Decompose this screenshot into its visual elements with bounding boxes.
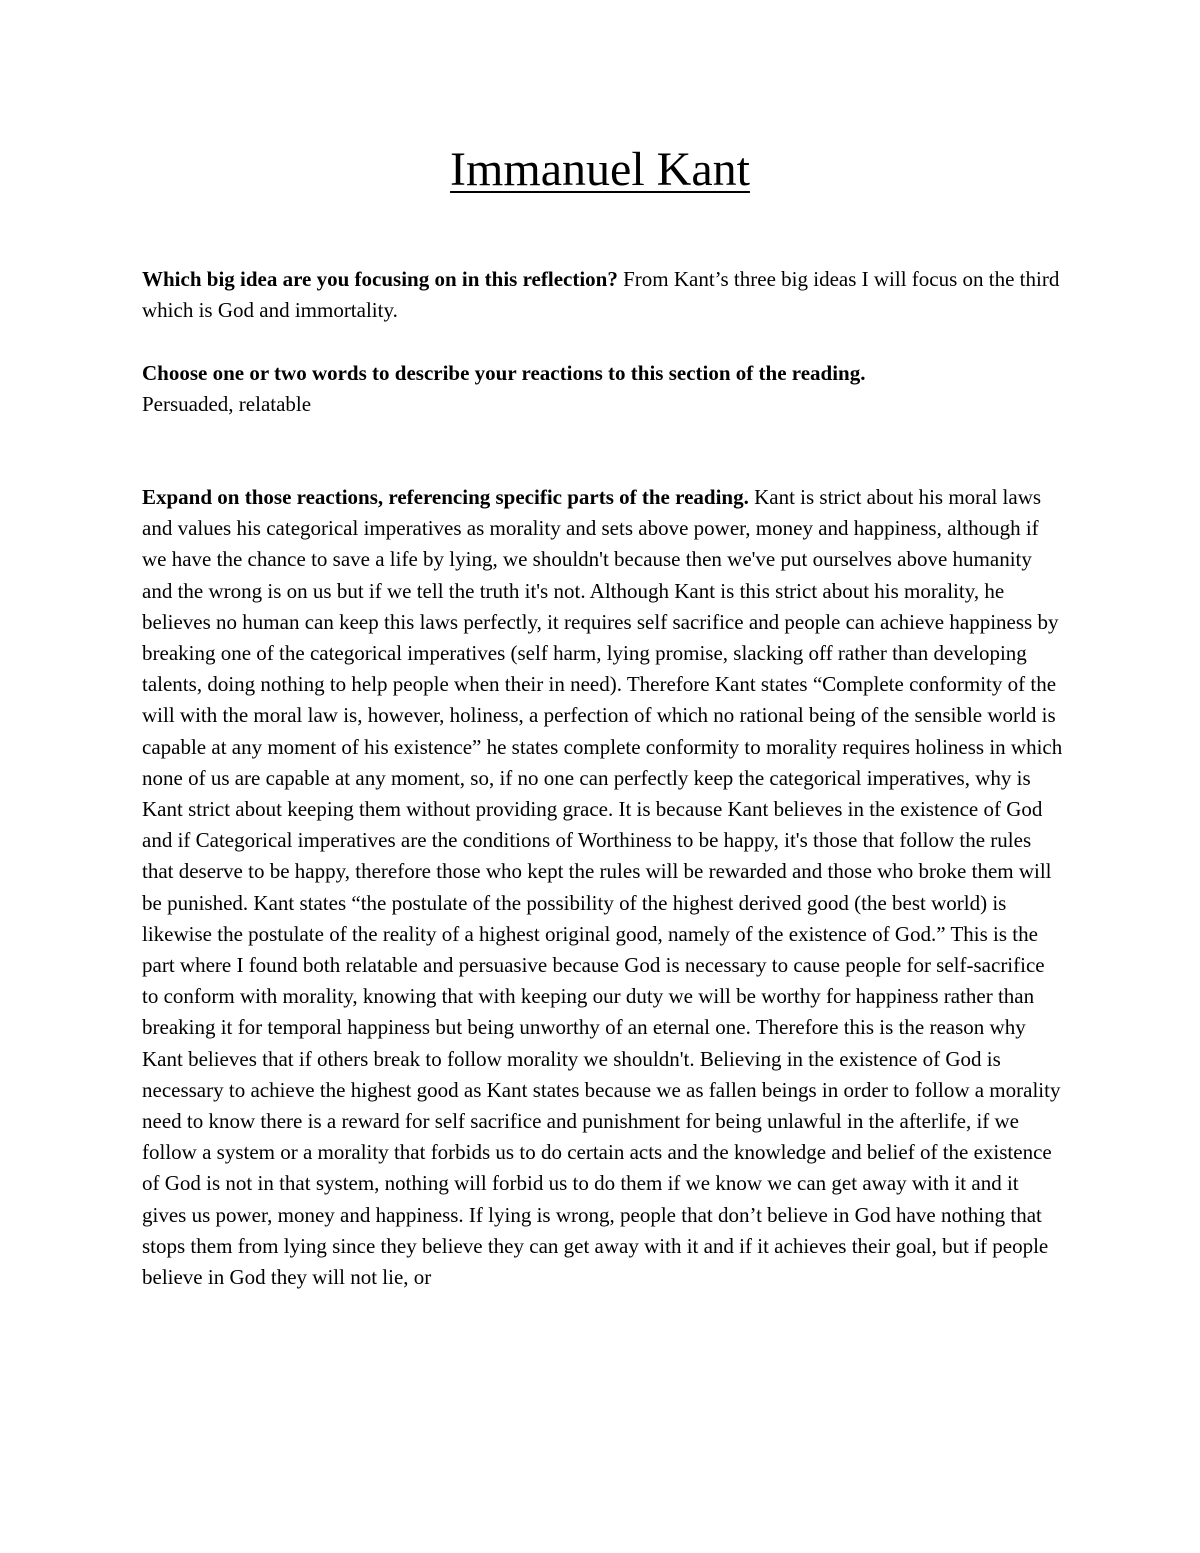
document-title: Immanuel Kant (450, 143, 750, 196)
spacer (142, 420, 1064, 482)
question-focus: Which big idea are you focusing on in this reflection? (142, 267, 618, 291)
document-body (142, 264, 1064, 1293)
spacer (142, 326, 1064, 357)
answer-focus: From Kant’s three big ideas I will focus on the third which is God and immortality. (142, 267, 1060, 323)
section-reactions (142, 358, 1064, 420)
answer-reactions: Persuaded, relatable (142, 391, 312, 416)
section-expand (142, 482, 1064, 1293)
question-reactions: Choose one or two words to describe your reactions to this section of the reading. (142, 360, 866, 385)
answer-expand: Kant is strict about his moral laws and values his categorical imperatives as morality and sets above power, money and happiness, although if we have the chance to save a life by lying, we shouldn't because then we've put ourselves above humanity and the wrong is on us but if we tell the truth it's not. Although Kant is this strict about his morality, he believes no human can keep this laws perfectly, it requires self sacrifice and people can achieve happiness by breaking one of the categorical imperatives (self harm, lying promise, slacking off rather than developing talents, doing nothing to help people when their in need). Therefore Kant states “Complete conformity of the will with the moral law is, however, holiness, a perfection of which no rational being of the sensible world is capable at any moment of his existence” he states complete conformity to morality requires holiness in which none of us are capable at any moment, so, if no one can perfectly keep the categorical imperatives, why is Kant strict about keeping them without providing grace. It is because Kant believes in the existence of God and if Categorical imperatives are the conditions of Worthiness to be happy, it's those that follow the rules that deserve to be happy, therefore those who kept the rules will be rewarded and those who broke them will be punished. Kant states “the postulate of the possibility of the highest derived good (the best world) is likewise the postulate of the reality of a highest original good, namely of the existence of God.” This is the part where I found both relatable and persuasive because God is necessary to cause people for self-sacrifice to conform with morality, knowing that with keeping our duty we will be worthy for happiness rather than breaking it for temporal happiness but being unworthy of an eternal one. Therefore this is the reason why Kant believes that if others break to follow morality we shouldn't. Believing in the existence of God is necessary to achieve the highest good as Kant states because we as fallen beings in order to follow a morality need to know there is a reward for self sacrifice and punishment for being unlawful in the afterlife, if we follow a system or a morality that forbids us to do certain acts and the knowledge and belief of the existence of God is not in that system, nothing will forbid us to do them if we know we can get away with it and it gives us power, money and happiness. If lying is wrong, people that don’t believe in God have nothing that stops them from lying since they believe they can get away with it and if it achieves their goal, but if people believe in God they will not lie, or (142, 485, 1063, 1290)
question-expand: Expand on those reactions, referencing specific parts of the reading. (142, 485, 749, 509)
section-focus (142, 264, 1064, 326)
